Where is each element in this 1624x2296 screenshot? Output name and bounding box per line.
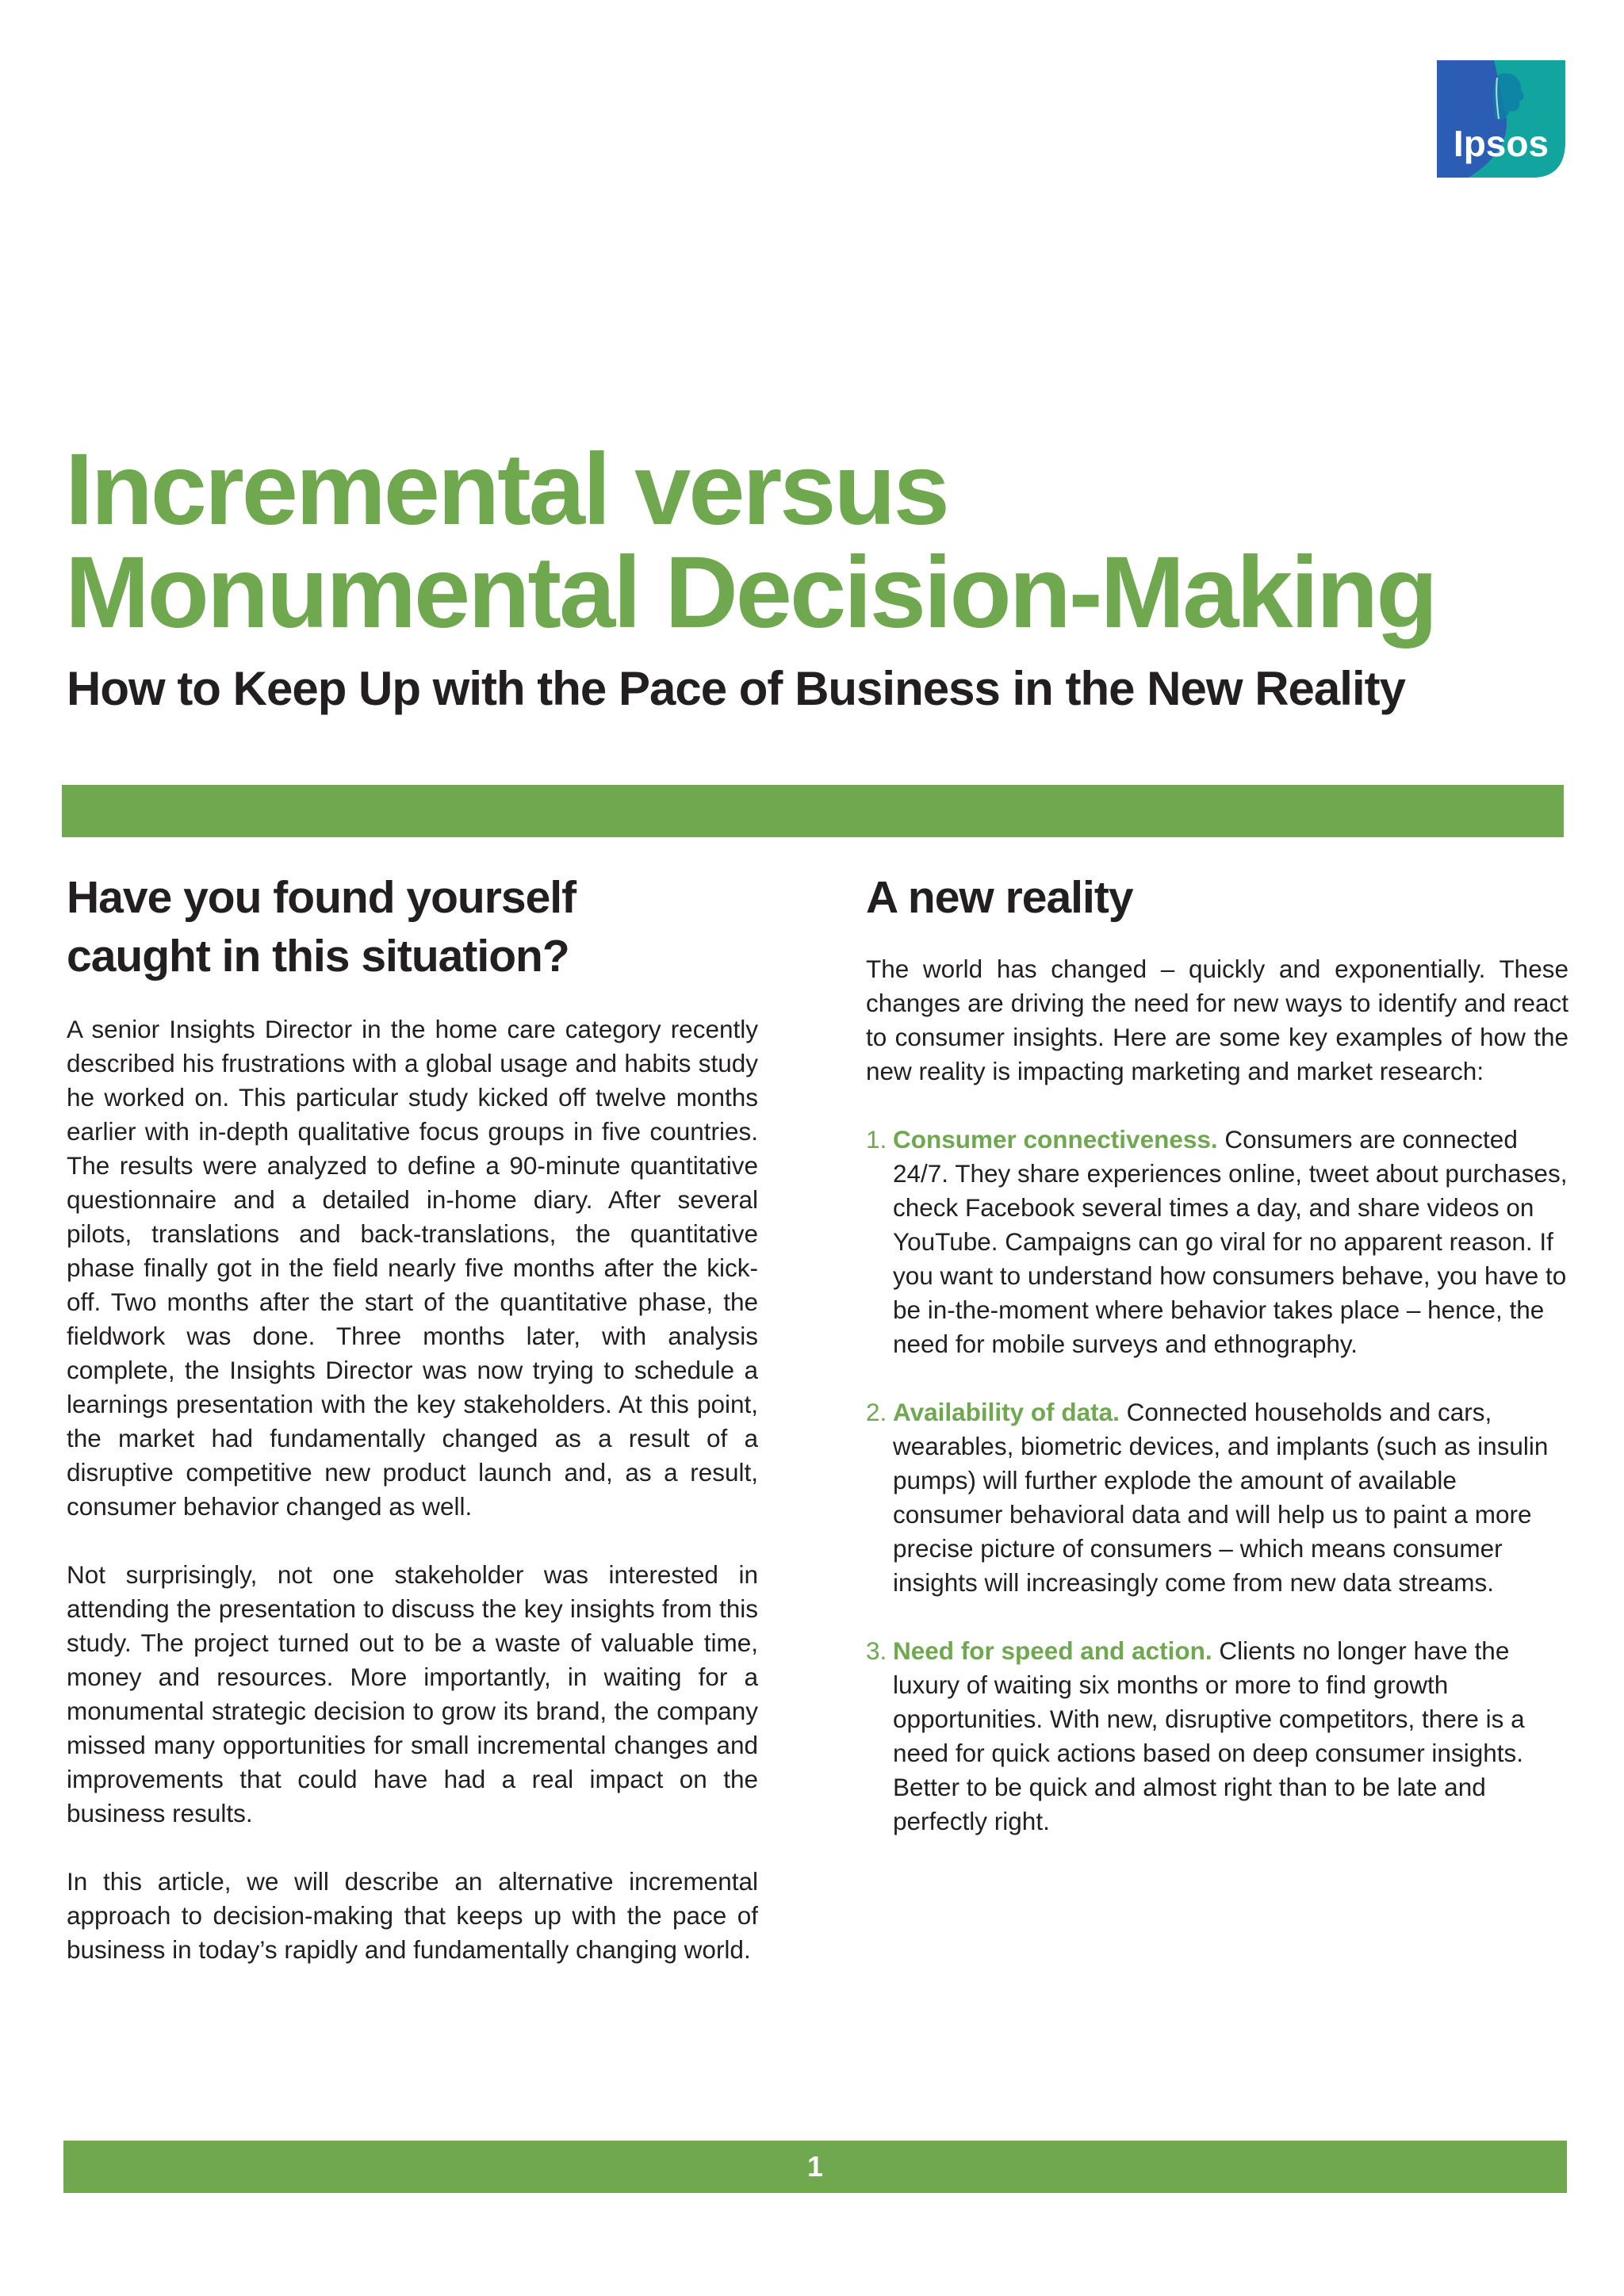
list-item-lead: Consumer connectiveness. xyxy=(893,1125,1218,1154)
list-item-lead: Need for speed and action. xyxy=(893,1636,1212,1665)
list-item xyxy=(866,1123,1568,1361)
list-item xyxy=(866,1634,1568,1839)
ipsos-logo xyxy=(1437,60,1565,178)
page-number: 1 xyxy=(806,2150,824,2183)
list-item-number: 2. xyxy=(866,1398,887,1426)
list-item-number: 1. xyxy=(866,1125,887,1154)
logo-wordmark: Ipsos xyxy=(1453,123,1549,164)
left-heading-line-1: Have you found yourself xyxy=(67,872,576,923)
document-title xyxy=(65,433,1588,649)
document-subtitle: How to Keep Up with the Pace of Business in the New Reality xyxy=(67,662,1405,715)
left-paragraph-3: In this article, we will describe an alternative incremental approach to decision-making that keeps up with the pace of business in today’s rapidly and fundamentally changing world. xyxy=(67,1867,758,1964)
list-item-lead: Availability of data. xyxy=(893,1398,1120,1426)
list-item-text: Consumers are connected 24/7. They share experiences online, tweet about purchases, check Facebook several times a day, and share videos on YouTube. Campaigns can go viral for no apparent reason. If you want to understand how consumers behave, you have to be in-the-moment where behavior takes place – hence, the need for mobile surveys and ethnography. xyxy=(893,1125,1568,1358)
list-item-number: 3. xyxy=(866,1636,887,1665)
left-column xyxy=(67,868,758,2001)
right-column-heading: A new reality xyxy=(866,872,1133,923)
left-paragraph-1: A senior Insights Director in the home care category recently described his frustrations with a global usage and habits study he worked on. This particular study kicked off twelve months earlier with in-depth qualitative focus groups in five countries. The results were analyzed to define a 90-minute quantitative questionnaire and a detailed in-home diary. After several pilots, translations and back-translations, the quantitative phase finally got in the field nearly five months after the kick-off. Two months after the start of the quantitative phase, the fieldwork was done. Three months later, with analysis complete, the Insights Director was now trying to schedule a learnings presentation with the key stakeholders. At this point, the market had fundamentally changed as a result of a disruptive competitive new product launch and, as a result, consumer behavior changed as well. xyxy=(67,1015,758,1521)
list-item xyxy=(866,1395,1568,1600)
page-footer-band xyxy=(63,2141,1567,2193)
left-heading-line-2: caught in this situation? xyxy=(67,931,569,982)
right-column xyxy=(866,868,1568,1873)
list-item-text: Clients no longer have the luxury of waiting six months or more to find growth opportunities. With new, disruptive competitors, there is a need for quick actions based on deep consumer insights. Better to be quick and almost right than to be late and perfectly right. xyxy=(893,1636,1525,1835)
reality-list xyxy=(866,1123,1568,1839)
title-line-1: Incremental versus xyxy=(65,433,948,546)
left-paragraph-2: Not surprisingly, not one stakeholder was interested in attending the presentation to discuss the key insights from this study. The project turned out to be a waste of valuable time, money and resources. More importantly, in waiting for a monumental strategic decision to grow its brand, the company missed many opportunities for small incremental changes and improvements that could have had a real impact on the business results. xyxy=(67,1560,758,1827)
list-item-text: Connected households and cars, wearables, biometric devices, and implants (such as insulin pumps) will further explode the amount of available consumer behavioral data and will help us to paint a more precise picture of consumers – which means consumer insights will increasingly come from new data streams. xyxy=(893,1398,1549,1597)
left-column-heading xyxy=(67,868,758,985)
header-divider-band xyxy=(62,785,1564,837)
right-intro-paragraph: The world has changed – quickly and exponentially. These changes are driving the need for new ways to identify and react to consumer insights. Here are some key examples of how the new reality is impacting marketing and market research: xyxy=(866,955,1568,1085)
title-line-2: Monumental Decision-Making xyxy=(65,536,1436,649)
